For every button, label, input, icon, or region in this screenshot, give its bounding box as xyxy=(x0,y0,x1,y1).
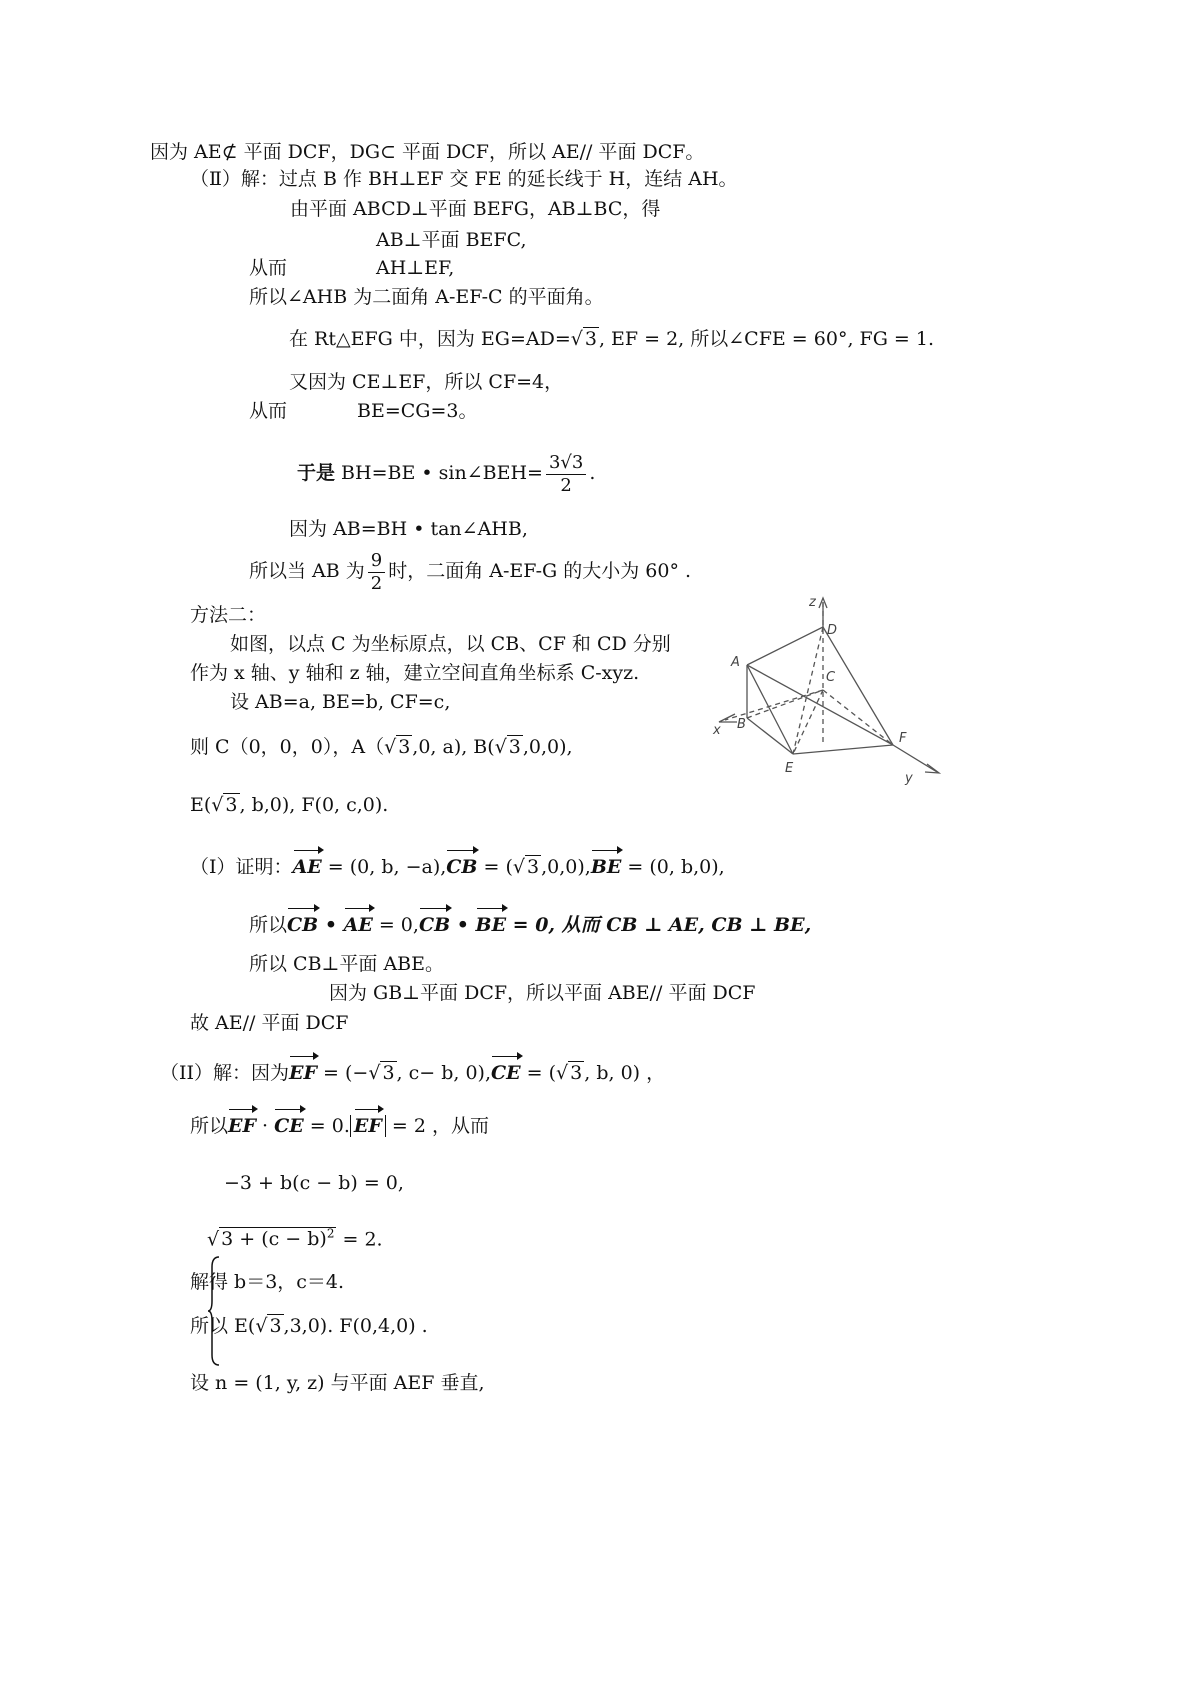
text-line-19-g: ,0,0), xyxy=(541,856,591,878)
vector-CE: CE xyxy=(274,1107,304,1139)
label-z: z xyxy=(809,595,816,610)
text-line-28: 解得 b＝3，c＝4. xyxy=(190,1271,345,1293)
fraction-numerator: 3√3 xyxy=(546,452,586,475)
text-line-25-g: = 2 ，从而 xyxy=(385,1115,489,1137)
x-axis-dashed xyxy=(725,690,823,720)
label-D: D xyxy=(827,623,838,638)
text-line-3: 由平面 ABCD⊥平面 BEFG，AB⊥BC，得 xyxy=(290,198,661,220)
edge-EF xyxy=(793,745,893,754)
text-line-17-a: 则 C（0，0，0），A（ xyxy=(190,736,385,758)
edge-AE xyxy=(747,665,793,754)
text-line-14: 如图，以点 C 为坐标原点，以 CB、CF 和 CD 分别 xyxy=(230,633,671,655)
text-line-7-c: , EF = 2, 所以∠CFE = 60°, FG = 1. xyxy=(598,328,935,350)
vector-EF: EF xyxy=(354,1107,382,1139)
label-C: C xyxy=(826,670,836,685)
text-line-8: 又因为 CE⊥EF，所以 CF=4， xyxy=(289,371,564,393)
edge-CE-dashed xyxy=(793,690,823,754)
text-line-29-a: 所以 E( xyxy=(190,1315,256,1337)
text-line-7-a: 在 Rt△EFG 中，因为 EG=AD= xyxy=(289,328,571,350)
text-line-10-b: BH=BE • sin∠BEH= xyxy=(335,462,543,484)
fraction-9-over-2 xyxy=(368,550,385,595)
text-line-24-e: , c− b, 0), xyxy=(396,1062,492,1084)
sqrt-radicand: 3 xyxy=(584,328,597,350)
sqrt-3: √ 3 xyxy=(211,794,238,816)
text-line-19-a: （Ⅰ）证明： xyxy=(190,856,293,878)
text-line-19 xyxy=(190,848,725,880)
label-B: B xyxy=(737,717,746,732)
text-line-24-a: （II）解：因为 xyxy=(160,1062,290,1084)
text-line-15: 作为 x 轴、y 轴和 z 轴，建立空间直角坐标系 C-xyz. xyxy=(190,662,640,684)
text-line-24-g: = ( xyxy=(520,1062,557,1084)
text-line-25 xyxy=(190,1107,489,1139)
equation-2-rhs: = 2. xyxy=(336,1228,383,1251)
text-line-17-c: ,0, a), B( xyxy=(412,736,495,758)
fraction-3sqrt3-over-2 xyxy=(546,452,586,497)
text-line-19-i: = (0, b,0), xyxy=(621,856,725,878)
text-line-18 xyxy=(190,792,388,818)
vector-BE: BE xyxy=(591,848,622,880)
vector-EF: EF xyxy=(228,1107,256,1139)
text-line-1: 因为 AE⊄ 平面 DCF，DG⊂ 平面 DCF，所以 AE// 平面 DCF。 xyxy=(150,141,705,163)
vector-CE: CE xyxy=(491,1054,521,1086)
label-F: F xyxy=(899,731,907,746)
text-line-12-b: 时，二面角 A-EF-G 的大小为 60° . xyxy=(388,560,692,582)
equation-1: −3 + b(c − b) = 0, xyxy=(224,1172,404,1194)
text-line-30: 设 n = (1, y, z) 与平面 AEF 垂直, xyxy=(190,1372,485,1394)
sqrt-3: √ 3 xyxy=(368,1062,395,1084)
text-line-22: 因为 GB⊥平面 DCF，所以平面 ABE// 平面 DCF xyxy=(329,982,756,1004)
text-line-17 xyxy=(190,734,573,760)
edge-BE xyxy=(747,718,793,754)
text-line-5a: 从而 xyxy=(249,257,288,279)
text-line-24-i: , b, 0) ， xyxy=(584,1062,666,1084)
vector-AE: AE xyxy=(293,848,322,880)
text-line-2: （Ⅱ）解：过点 B 作 BH⊥EF 交 FE 的延长线于 H，连结 AH。 xyxy=(190,168,738,190)
text-line-18-a: E( xyxy=(190,794,212,816)
sqrt-3: √ 3 xyxy=(512,856,540,878)
y-axis-dashed xyxy=(823,690,893,745)
text-line-10-a: 于是 xyxy=(297,462,336,484)
geometry-figure xyxy=(705,592,945,792)
dot-operator: • xyxy=(318,914,344,936)
text-line-13: 方法二： xyxy=(190,604,267,626)
text-line-23: 故 AE// 平面 DCF xyxy=(190,1012,349,1034)
text-line-25-a: 所以 xyxy=(190,1115,229,1137)
edge-BC-dashed xyxy=(747,690,823,718)
sqrt-radicand: 3 xyxy=(527,856,540,878)
text-line-9a: 从而 xyxy=(249,400,288,422)
sqrt-3: √ 3 xyxy=(494,736,521,758)
text-line-18-c: , b,0), F(0, c,0). xyxy=(239,794,389,816)
vector-EF: EF xyxy=(289,1054,317,1086)
sqrt-radicand: 3 xyxy=(382,1062,395,1084)
text-line-19-c: = (0, b, −a), xyxy=(321,856,447,878)
text-line-24 xyxy=(160,1054,665,1086)
y-axis xyxy=(893,745,937,772)
edge-AF xyxy=(747,665,893,745)
label-x: x xyxy=(713,723,721,738)
text-line-29 xyxy=(190,1313,428,1339)
sqrt-radicand xyxy=(219,1227,336,1250)
text-line-20-e: = 0, xyxy=(372,914,419,936)
fraction-numerator: 9 xyxy=(368,550,385,573)
vector-CB: CB xyxy=(287,906,318,938)
text-line-10 xyxy=(297,446,595,500)
equation-2 xyxy=(207,1221,383,1252)
text-line-19-e: = ( xyxy=(477,856,513,878)
text-line-9b: BE=CG=3。 xyxy=(357,400,478,422)
text-line-21: 所以 CB⊥平面 ABE。 xyxy=(249,953,445,975)
edge-AD xyxy=(747,627,823,665)
sqrt-3: √ 3 xyxy=(556,1062,583,1084)
text-line-6: 所以∠AHB 为二面角 A-EF-C 的平面角。 xyxy=(249,286,604,308)
text-line-4: AB⊥平面 BEFC, xyxy=(376,229,527,251)
text-line-20-i: = 0, 从而 CB ⊥ AE, CB ⊥ BE, xyxy=(506,914,812,936)
edge-DE-dashed xyxy=(793,627,823,754)
text-line-25-e: = 0. xyxy=(303,1115,350,1137)
sqrt-radicand: 3 xyxy=(269,1315,282,1337)
vector-AE: AE xyxy=(344,906,373,938)
vector-BE: BE xyxy=(476,906,507,938)
text-line-24-c: = (− xyxy=(317,1062,369,1084)
dot-operator: • xyxy=(450,914,476,936)
label-E: E xyxy=(785,761,794,776)
sqrt-expression: √ $3 + (c - b)^2$ xyxy=(207,1227,335,1251)
fraction-denominator: 2 xyxy=(560,474,572,496)
vector-CB: CB xyxy=(446,848,477,880)
sqrt-radicand: 3 xyxy=(398,736,411,758)
text-line-29-c: ,3,0). F(0,4,0) . xyxy=(283,1315,428,1337)
label-y: y xyxy=(905,771,913,786)
text-line-16: 设 AB=a, BE=b, CF=c, xyxy=(230,691,451,713)
sqrt-3: √ 3 xyxy=(570,328,597,350)
dot-operator: · xyxy=(256,1115,275,1137)
label-A: A xyxy=(731,655,740,670)
fraction-denominator: 2 xyxy=(370,572,383,594)
exponent: 2 xyxy=(326,1227,335,1241)
sqrt-3: √ 3 xyxy=(384,736,411,758)
magnitude-EF xyxy=(350,1115,386,1137)
sqrt-radicand: 3 xyxy=(225,794,238,816)
radicand-text: 3 + (c − b) xyxy=(221,1228,327,1251)
sqrt-3: √ 3 xyxy=(255,1315,282,1337)
text-line-12-a: 所以当 AB 为 xyxy=(249,560,365,582)
edge-DF xyxy=(823,627,893,745)
text-line-7 xyxy=(289,326,934,352)
text-line-17-e: ,0,0), xyxy=(522,736,573,758)
sqrt-radicand: 3 xyxy=(570,1062,583,1084)
text-line-5b: AH⊥EF, xyxy=(376,257,455,279)
x-axis-arrow-icon xyxy=(719,714,737,722)
text-line-20 xyxy=(249,906,811,938)
vector-CB: CB xyxy=(419,906,450,938)
text-line-20-a: 所以 xyxy=(249,914,288,936)
text-line-12 xyxy=(249,546,691,596)
sqrt-radicand: 3 xyxy=(508,736,521,758)
text-line-11: 因为 AB=BH • tan∠AHB, xyxy=(289,518,528,540)
text-line-10-c: . xyxy=(589,462,596,484)
